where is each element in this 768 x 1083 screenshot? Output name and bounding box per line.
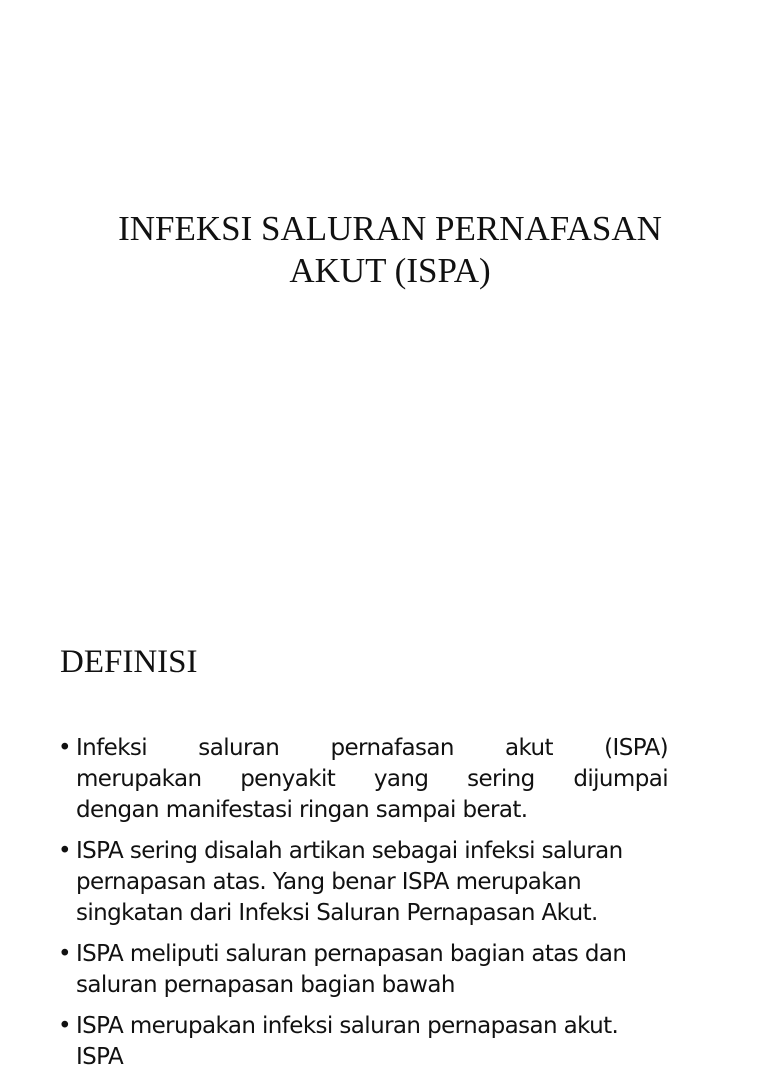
bullet-marker: •: [58, 735, 71, 761]
bullet-item-3-line-2: saluran pernapasan bagian bawah: [76, 972, 455, 998]
page-title-line-1: INFEKSI SALURAN PERNAFASAN: [118, 209, 662, 248]
bullet-item-2-line-3: singkatan dari Infeksi Saluran Pernapasan Akut.: [76, 900, 598, 926]
bullet-item-1-line-1: Infeksi saluran pernafasan akut (ISPA): [76, 735, 668, 761]
bullet-item-3-line-1: ISPA meliputi saluran pernapasan bagian atas dan: [76, 941, 627, 967]
bullet-item-4-line-1: ISPA merupakan infeksi saluran pernapasan akut. ISPA: [76, 1013, 619, 1070]
bullet-item-2-line-2: pernapasan atas. Yang benar ISPA merupakan: [76, 869, 582, 895]
bullet-item-2: [58, 836, 668, 929]
section-heading: DEFINISI: [60, 644, 198, 680]
page-title-line-2: AKUT (ISPA): [289, 251, 491, 290]
bullet-item-1: [58, 733, 668, 826]
bullet-item-2-line-1: ISPA sering disalah artikan sebagai infeksi saluran: [76, 838, 623, 864]
bullet-marker: •: [58, 941, 71, 967]
bullet-item-3: [58, 939, 668, 1001]
bullet-item-1-line-2: merupakan penyakit yang sering dijumpai: [76, 766, 668, 792]
bullet-item-4: [58, 1011, 668, 1073]
bullet-marker: •: [58, 838, 71, 864]
bullet-item-1-line-3: dengan manifestasi ringan sampai berat.: [76, 797, 528, 823]
bullet-marker: •: [58, 1013, 71, 1039]
page-title: [40, 208, 740, 292]
bullet-list: [58, 733, 668, 1083]
